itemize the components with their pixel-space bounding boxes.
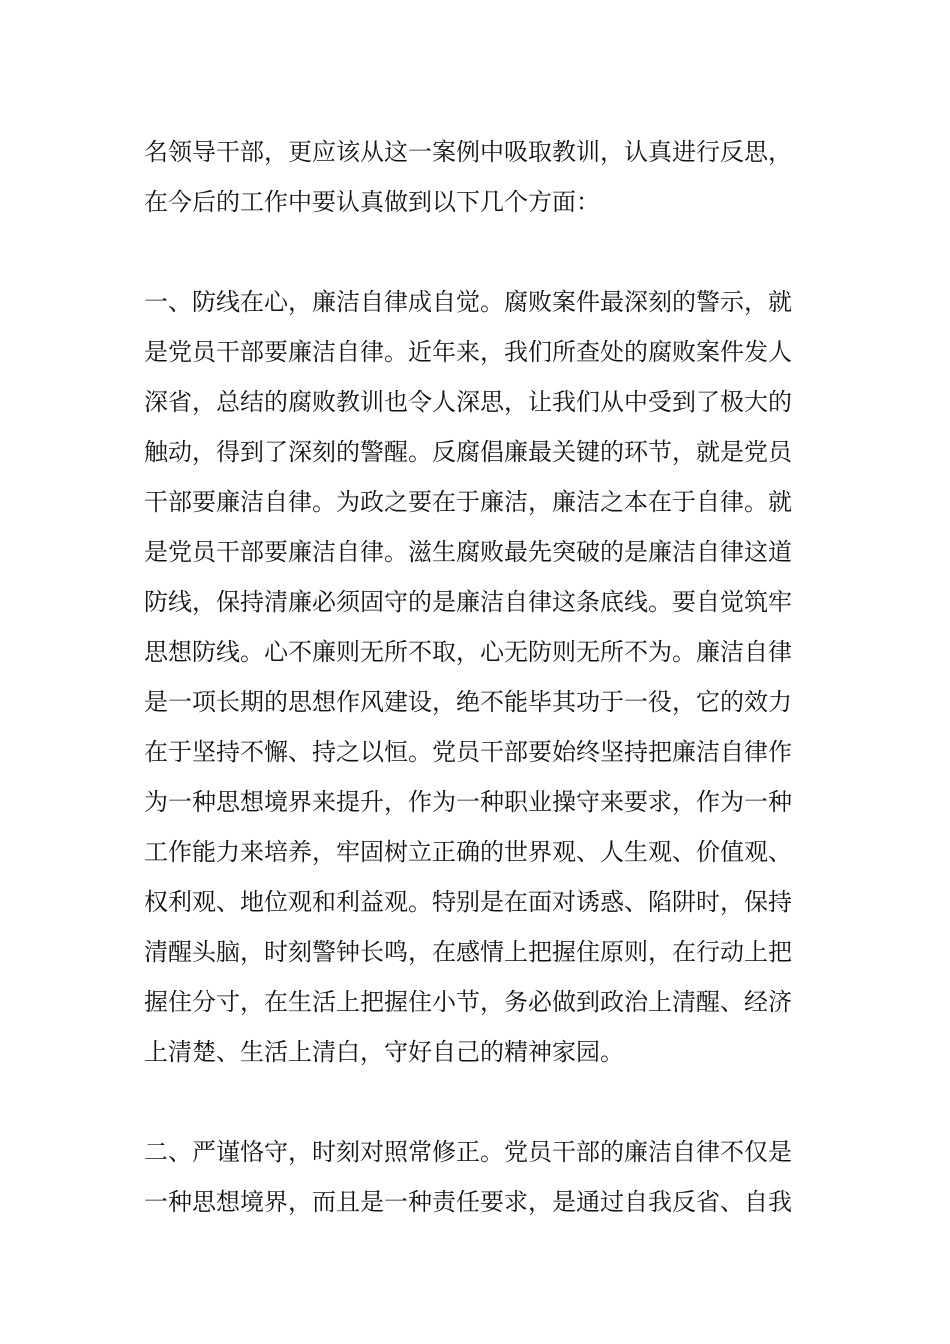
text-line: 思想防线。心不廉则无所不取，心无防则无所不为。廉洁自律 (144, 638, 792, 666)
text-line: 是一项长期的思想作风建设，绝不能毕其功于一役，它的效力 (144, 688, 792, 716)
text-line: 名领导干部，更应该从这一案例中吸取教训，认真进行反思， (144, 138, 792, 166)
text-line: 上清楚、生活上清白，守好自己的精神家园。 (144, 1038, 624, 1066)
text-line: 触动，得到了深刻的警醒。反腐倡廉最关键的环节，就是党员 (144, 438, 792, 466)
text-line: 一种思想境界，而且是一种责任要求，是通过自我反省、自我 (144, 1188, 792, 1216)
text-line: 是党员干部要廉洁自律。近年来，我们所查处的腐败案件发人 (144, 338, 792, 366)
text-line: 握住分寸，在生活上把握住小节，务必做到政治上清醒、经济 (144, 988, 792, 1016)
section-one-paragraph (144, 277, 814, 1077)
text-line: 一、防线在心，廉洁自律成自觉。腐败案件最深刻的警示，就 (144, 288, 792, 316)
text-line: 在于坚持不懈、持之以恒。党员干部要始终坚持把廉洁自律作 (144, 738, 792, 766)
text-line: 二、严谨恪守，时刻对照常修正。党员干部的廉洁自律不仅是 (144, 1138, 792, 1166)
text-line: 干部要廉洁自律。为政之要在于廉洁，廉洁之本在于自律。就 (144, 488, 792, 516)
intro-paragraph (144, 127, 814, 227)
text-line: 工作能力来培养，牢固树立正确的世界观、人生观、价值观、 (144, 838, 792, 866)
text-line: 深省，总结的腐败教训也令人深思，让我们从中受到了极大的 (144, 388, 792, 416)
text-line: 是党员干部要廉洁自律。滋生腐败最先突破的是廉洁自律这道 (144, 538, 792, 566)
text-line: 防线，保持清廉必须固守的是廉洁自律这条底线。要自觉筑牢 (144, 588, 792, 616)
text-line: 权利观、地位观和利益观。特别是在面对诱惑、陷阱时，保持 (144, 888, 792, 916)
text-line: 为一种思想境界来提升，作为一种职业操守来要求，作为一种 (144, 788, 792, 816)
section-two-paragraph (144, 1127, 814, 1227)
text-line: 清醒头脑，时刻警钟长鸣，在感情上把握住原则，在行动上把 (144, 938, 792, 966)
text-line: 在今后的工作中要认真做到以下几个方面： (144, 188, 600, 216)
